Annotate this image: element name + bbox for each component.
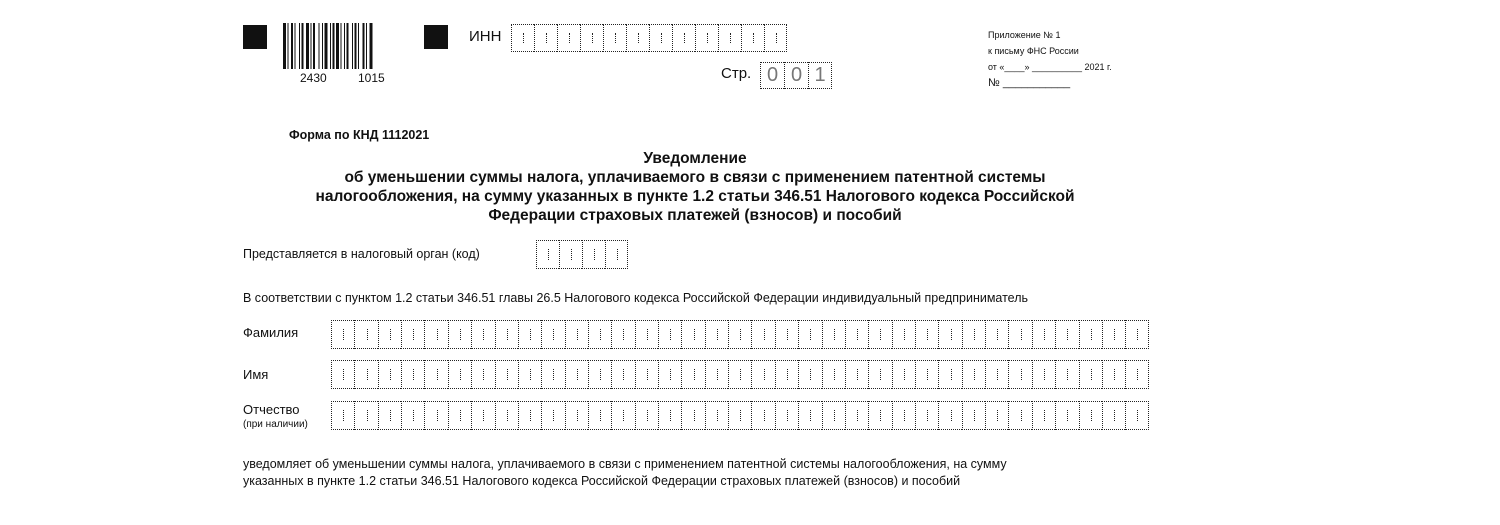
name-cell[interactable] (448, 360, 471, 389)
barcode-bar (344, 23, 345, 69)
tax-authority-label: Представляется в налоговый орган (код) (243, 247, 480, 261)
surname-cell[interactable] (658, 320, 681, 349)
registration-marker-right (424, 25, 448, 49)
barcode-bar (311, 23, 312, 69)
name-label: Имя (243, 367, 269, 382)
barcode-bar (313, 23, 315, 69)
barcode (283, 23, 409, 75)
surname-cell[interactable] (1079, 320, 1102, 349)
form-code: Форма по КНД 1112021 (289, 128, 430, 142)
notice-line-2: указанных в пункте 1.2 статьи 346.51 Налогового кодекса Российской Федерации страховых платежей (взносов) и пособий (243, 474, 961, 488)
barcode-bar (363, 23, 365, 69)
barcode-bar (302, 23, 304, 69)
surname-cell[interactable] (962, 320, 985, 349)
patronymic-cell[interactable] (1032, 401, 1055, 430)
surname-label: Фамилия (243, 325, 299, 340)
name-cell[interactable] (401, 360, 424, 389)
surname-cell[interactable] (588, 320, 611, 349)
name-cell[interactable] (1008, 360, 1031, 389)
attachment-line-1: Приложение № 1 (988, 30, 1061, 40)
notice-text (243, 456, 1007, 490)
basis-text: В соответствии с пунктом 1.2 статьи 346.51 главы 26.5 Налогового кодекса Российской Федерации индивидуальный предприниматель (243, 291, 1029, 305)
patronymic-cell[interactable] (1008, 401, 1031, 430)
barcode-bar (336, 23, 339, 69)
surname-cell[interactable] (611, 320, 634, 349)
page-digit-2: 0 (784, 62, 808, 89)
patronymic-cell[interactable] (845, 401, 868, 430)
patronymic-cell[interactable] (822, 401, 845, 430)
name-cell[interactable] (775, 360, 798, 389)
document-title (225, 149, 1165, 225)
surname-cell[interactable] (845, 320, 868, 349)
surname-cell[interactable] (775, 320, 798, 349)
barcode-bar (341, 23, 342, 69)
patronymic-cell[interactable] (1079, 401, 1102, 430)
patronymic-cell[interactable] (331, 401, 354, 430)
barcode-bar (295, 23, 296, 69)
name-cell[interactable] (985, 360, 1008, 389)
name-cell[interactable] (1055, 360, 1078, 389)
surname-cell[interactable] (681, 320, 704, 349)
name-cell[interactable] (751, 360, 774, 389)
inn-cell[interactable] (511, 24, 534, 52)
barcode-bars (283, 23, 409, 73)
barcode-bar (330, 23, 331, 69)
name-cell[interactable] (1079, 360, 1102, 389)
inn-label: ИНН (469, 28, 502, 45)
surname-cell[interactable] (401, 320, 424, 349)
page-number-cells (760, 62, 832, 89)
patronymic-cell[interactable] (471, 401, 494, 430)
surname-cell[interactable] (565, 320, 588, 349)
tax-authority-cell[interactable] (559, 240, 582, 269)
attachment-line-2: к письму ФНС России (988, 46, 1079, 56)
name-cell[interactable] (705, 360, 728, 389)
surname-cell[interactable] (798, 320, 821, 349)
patronymic-cell[interactable] (448, 401, 471, 430)
barcode-bar (306, 23, 309, 69)
inn-cell[interactable] (534, 24, 557, 52)
name-cell[interactable] (541, 360, 564, 389)
tax-authority-cell[interactable] (605, 240, 628, 269)
name-cell[interactable] (378, 360, 401, 389)
patronymic-cell[interactable] (798, 401, 821, 430)
name-cell[interactable] (798, 360, 821, 389)
patronymic-cell[interactable] (775, 401, 798, 430)
patronymic-cell[interactable] (401, 401, 424, 430)
tax-authority-code-input[interactable] (536, 240, 628, 269)
name-cell[interactable] (915, 360, 938, 389)
inn-cell[interactable] (718, 24, 741, 52)
patronymic-cell[interactable] (868, 401, 891, 430)
page-digit-3: 1 (808, 62, 832, 89)
name-cell[interactable] (424, 360, 447, 389)
surname-cell[interactable] (751, 320, 774, 349)
inn-cell[interactable] (695, 24, 718, 52)
name-cell[interactable] (354, 360, 377, 389)
tax-authority-cell[interactable] (582, 240, 605, 269)
patronymic-cell[interactable] (938, 401, 961, 430)
name-cell[interactable] (588, 360, 611, 389)
patronymic-cell[interactable] (915, 401, 938, 430)
surname-cell[interactable] (705, 320, 728, 349)
patronymic-cell[interactable] (611, 401, 634, 430)
barcode-bar (299, 23, 300, 69)
barcode-bar (283, 23, 286, 69)
surname-cell[interactable] (728, 320, 751, 349)
page-digit-1: 0 (760, 62, 784, 89)
surname-cell[interactable] (1008, 320, 1031, 349)
barcode-number-right: 1015 (358, 71, 385, 85)
name-cell[interactable] (635, 360, 658, 389)
surname-cell[interactable] (822, 320, 845, 349)
inn-cell[interactable] (649, 24, 672, 52)
name-input[interactable] (331, 360, 1149, 389)
registration-marker-left (243, 25, 267, 49)
title-line-4: Федерации страховых платежей (взносов) и пособий (488, 207, 902, 224)
surname-cell[interactable] (915, 320, 938, 349)
patronymic-cell[interactable] (728, 401, 751, 430)
patronymic-cell[interactable] (378, 401, 401, 430)
surname-cell[interactable] (448, 320, 471, 349)
name-cell[interactable] (565, 360, 588, 389)
tax-authority-cell[interactable] (536, 240, 559, 269)
attachment-line-3: от «____» __________ 2021 г. (988, 62, 1112, 72)
surname-cell[interactable] (518, 320, 541, 349)
name-cell[interactable] (822, 360, 845, 389)
patronymic-sublabel: (при наличии) (243, 419, 308, 430)
patronymic-input[interactable] (331, 401, 1149, 430)
patronymic-cell[interactable] (892, 401, 915, 430)
surname-cell[interactable] (331, 320, 354, 349)
barcode-bar (370, 23, 373, 69)
name-cell[interactable] (611, 360, 634, 389)
inn-cell[interactable] (764, 24, 787, 52)
patronymic-cell[interactable] (424, 401, 447, 430)
name-cell[interactable] (1032, 360, 1055, 389)
inn-cell[interactable] (580, 24, 603, 52)
name-cell[interactable] (845, 360, 868, 389)
patronymic-cell[interactable] (541, 401, 564, 430)
name-cell[interactable] (1125, 360, 1148, 389)
name-cell[interactable] (495, 360, 518, 389)
surname-cell[interactable] (635, 320, 658, 349)
patronymic-cell[interactable] (565, 401, 588, 430)
surname-cell[interactable] (495, 320, 518, 349)
patronymic-cell[interactable] (1102, 401, 1125, 430)
name-cell[interactable] (938, 360, 961, 389)
name-cell[interactable] (518, 360, 541, 389)
barcode-bar (291, 23, 293, 69)
surname-cell[interactable] (1102, 320, 1125, 349)
patronymic-cell[interactable] (635, 401, 658, 430)
patronymic-cell[interactable] (495, 401, 518, 430)
attachment-line-4: № ___________ (988, 77, 1071, 89)
barcode-bar (322, 23, 323, 69)
patronymic-cell[interactable] (705, 401, 728, 430)
name-cell[interactable] (471, 360, 494, 389)
title-line-1: Уведомление (643, 150, 747, 167)
patronymic-cell[interactable] (962, 401, 985, 430)
patronymic-cell[interactable] (681, 401, 704, 430)
inn-cell[interactable] (557, 24, 580, 52)
inn-cell[interactable] (626, 24, 649, 52)
notice-line-1: уведомляет об уменьшении суммы налога, уплачиваемого в связи с применением патентной системы налогообложения, на сумму (243, 457, 1007, 471)
barcode-bar (366, 23, 367, 69)
patronymic-cell[interactable] (1125, 401, 1148, 430)
surname-input[interactable] (331, 320, 1149, 349)
surname-cell[interactable] (424, 320, 447, 349)
barcode-number-left: 2430 (300, 71, 327, 85)
barcode-bar (288, 23, 289, 69)
name-cell[interactable] (962, 360, 985, 389)
page-label: Стр. (721, 65, 752, 82)
surname-cell[interactable] (985, 320, 1008, 349)
name-cell[interactable] (658, 360, 681, 389)
patronymic-cell[interactable] (658, 401, 681, 430)
name-cell[interactable] (1102, 360, 1125, 389)
inn-cell[interactable] (672, 24, 695, 52)
surname-cell[interactable] (1055, 320, 1078, 349)
surname-cell[interactable] (354, 320, 377, 349)
barcode-bar (347, 23, 349, 69)
patronymic-cell[interactable] (518, 401, 541, 430)
inn-cell[interactable] (603, 24, 626, 52)
name-cell[interactable] (868, 360, 891, 389)
name-cell[interactable] (331, 360, 354, 389)
title-line-3: налогообложения, на сумму указанных в пункте 1.2 статьи 346.51 Налогового кодекса Российской (315, 188, 1075, 205)
patronymic-cell[interactable] (1055, 401, 1078, 430)
patronymic-cell[interactable] (985, 401, 1008, 430)
patronymic-label: Отчество (243, 402, 300, 417)
barcode-bar (358, 23, 359, 69)
surname-cell[interactable] (1032, 320, 1055, 349)
surname-cell[interactable] (938, 320, 961, 349)
surname-cell[interactable] (378, 320, 401, 349)
inn-cell[interactable] (741, 24, 764, 52)
barcode-bar (319, 23, 320, 69)
surname-cell[interactable] (541, 320, 564, 349)
inn-input[interactable] (511, 24, 787, 52)
title-line-2: об уменьшении суммы налога, уплачиваемого в связи с применением патентной системы (344, 169, 1046, 186)
surname-cell[interactable] (892, 320, 915, 349)
attachment-note (988, 27, 1112, 91)
name-cell[interactable] (728, 360, 751, 389)
patronymic-cell[interactable] (354, 401, 377, 430)
barcode-bar (352, 23, 353, 69)
patronymic-cell[interactable] (751, 401, 774, 430)
patronymic-cell[interactable] (588, 401, 611, 430)
barcode-bar (355, 23, 357, 69)
surname-cell[interactable] (868, 320, 891, 349)
name-cell[interactable] (681, 360, 704, 389)
surname-cell[interactable] (1125, 320, 1148, 349)
surname-cell[interactable] (471, 320, 494, 349)
name-cell[interactable] (892, 360, 915, 389)
barcode-bar (333, 23, 335, 69)
barcode-bar (325, 23, 328, 69)
